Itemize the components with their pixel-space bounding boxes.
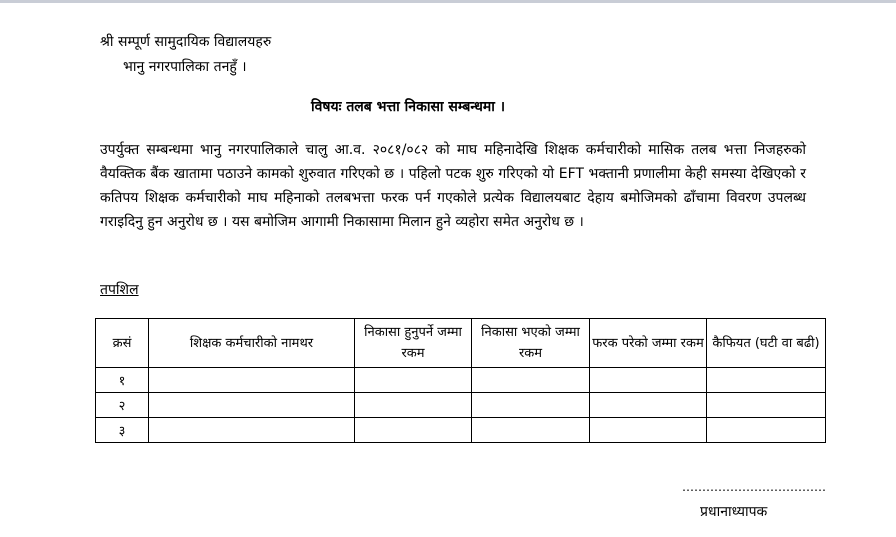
details-table (95, 318, 826, 443)
cell-released-amount (472, 368, 590, 393)
table-row (96, 368, 826, 393)
annex-label: तपशिल (100, 282, 139, 298)
cell-remarks (707, 418, 826, 443)
row-serial: ३ (96, 418, 149, 443)
col-header-difference-amount: फरक परेको जम्मा रकम (590, 319, 707, 368)
col-header-name: शिक्षक कर्मचारीको नामथर (149, 319, 355, 368)
cell-difference-amount (590, 418, 707, 443)
col-header-serial: क्रसं (96, 319, 149, 368)
cell-due-amount (355, 418, 472, 443)
row-serial: २ (96, 393, 149, 418)
cell-name (149, 393, 355, 418)
signature-line: ……………………………… (682, 480, 826, 494)
cell-released-amount (472, 418, 590, 443)
table-header-row (96, 319, 826, 368)
window-top-border (0, 0, 896, 3)
table-row (96, 418, 826, 443)
col-header-due-amount: निकासा हुनुपर्ने जम्मा रकम (355, 319, 472, 368)
col-header-remarks: कैफियत (घटी वा बढी) (707, 319, 826, 368)
recipient-line-2: भानु नगरपालिका तनहुँ । (123, 59, 247, 75)
cell-name (149, 368, 355, 393)
cell-remarks (707, 393, 826, 418)
cell-remarks (707, 368, 826, 393)
subject-line: विषयः तलब भत्ता निकासा सम्बन्धमा । (311, 99, 506, 115)
cell-due-amount (355, 393, 472, 418)
cell-name (149, 418, 355, 443)
table-row (96, 393, 826, 418)
row-serial: १ (96, 368, 149, 393)
cell-due-amount (355, 368, 472, 393)
cell-released-amount (472, 393, 590, 418)
letter-body: उपर्युक्त सम्बन्धमा भानु नगरपालिकाले चालु आ.व. २०८१/०८२ को माघ महिनादेखि शिक्षक कर्मचारीको मासिक तलब भत्ता निजहरुको वैयक्तिक बैंक खातामा पठाउने कामको शुरुवात गरिएको छ । पहिलो पटक शुरु गरिएको यो EFT भक्तानी प्रणालीमा केही समस्या देखिएको र कतिपय शिक्षक कर्मचारीको माघ महिनाको तलबभत्ता फरक पर्न गएकोले प्रत्येक विद्यालयबाट देहाय बमोजिमको ढाँचामा विवरण उपलब्ध गराइदिनु हुन अनुरोध छ । यस बमोजिम आगामी निकासामा मिलान हुने व्यहोरा समेत अनुरोध छ । (100, 142, 806, 230)
col-header-released-amount: निकासा भएको जम्मा रकम (472, 319, 590, 368)
cell-difference-amount (590, 393, 707, 418)
recipient-line-1: श्री सम्पूर्ण सामुदायिक विद्यालयहरु (100, 34, 272, 50)
cell-difference-amount (590, 368, 707, 393)
signature-title: प्रधानाध्यापक (700, 504, 768, 520)
